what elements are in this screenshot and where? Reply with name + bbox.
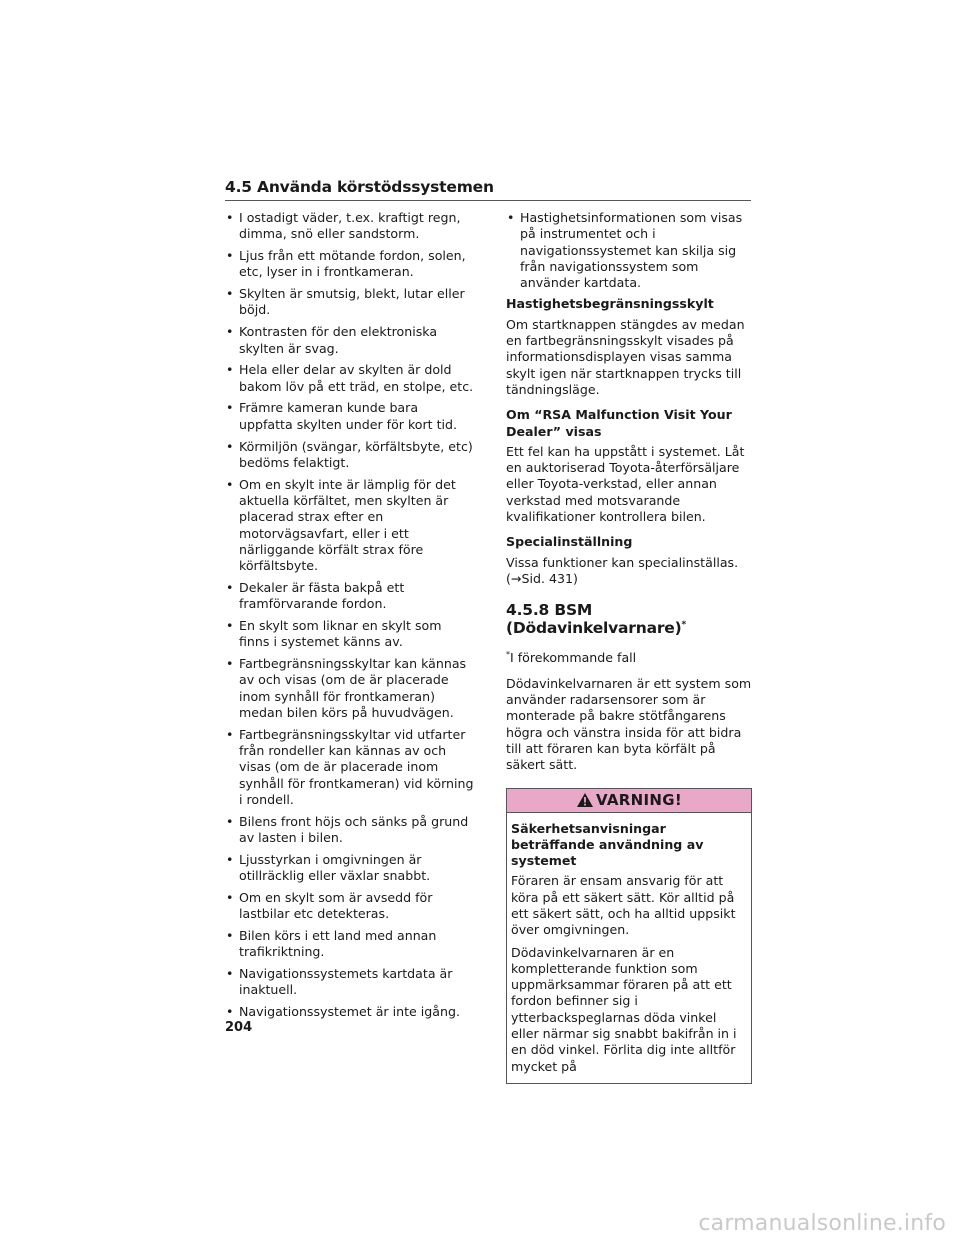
list-item: • Hela eller delar av skylten är dold bakom löv på ett träd, en stolpe, etc. bbox=[225, 362, 475, 395]
speed-info-list bbox=[506, 210, 752, 291]
warning-body bbox=[507, 813, 751, 1083]
paragraph-speed-limit-sign: Om startknappen stängdes av medan en fartbegränsningsskylt visades på informationsdisplayen visas samma skylt igen när startknappen trycks till tändningsläge. bbox=[506, 316, 745, 397]
subheading-speed-limit-sign: Hastighetsbegränsningsskylt bbox=[506, 296, 714, 312]
warning-header bbox=[507, 789, 751, 813]
warning-label: VARNING! bbox=[596, 790, 682, 809]
list-item: • Fartbegränsningsskyltar vid utfarter från rondeller kan kännas av och visas (om de är placerade inom synhåll för frontkameran) vid körning i rondell. bbox=[225, 727, 475, 808]
note-text: I förekommande fall bbox=[510, 650, 637, 666]
warning-paragraph: Föraren är ensam ansvarig för att köra på ett säkert sätt. Kör alltid på ett säkert sätt, och ha alltid uppsikt över omgivningen. bbox=[511, 873, 736, 938]
watermark: carmanualsonline.info bbox=[698, 1211, 946, 1236]
list-item: • Hastighetsinformationen som visas på instrumentet och i navigationssystemet kan skilja sig från navigationssystem som använder kartdata. bbox=[506, 210, 752, 291]
subheading-rsa-malfunction: Om “RSA Malfunction Visit Your Dealer” visas bbox=[506, 407, 732, 439]
list-item: • Bilen körs i ett land med annan trafikriktning. bbox=[225, 928, 475, 961]
warning-paragraph: Dödavinkelvarnaren är en kompletterande funktion som uppmärksammar föraren på att ett fordon befinner sig i ytterbackspeglarnas döda vinkel eller närmar sig snabbt bakifrån in i en död vinkel. Förlita dig inte alltför mycket på bbox=[511, 944, 737, 1074]
list-item: • I ostadigt väder, t.ex. kraftigt regn, dimma, snö eller sandstorm. bbox=[225, 210, 475, 243]
warning-triangle-icon bbox=[576, 792, 594, 815]
note-star: * bbox=[506, 650, 510, 660]
section-title-text: 4.5.8 BSM (Dödavinkelvarnare) bbox=[506, 601, 682, 638]
section-header: 4.5 Använda körstödssystemen bbox=[225, 178, 751, 201]
right-column bbox=[506, 210, 752, 1084]
paragraph-customization: Vissa funktioner kan specialinställas. (→Sid. 431) bbox=[506, 554, 739, 586]
list-item: • Fartbegränsningsskyltar kan kännas av och visas (om de är placerade inom synhåll för frontkameran) medan bilen körs på huvudvägen. bbox=[225, 656, 475, 721]
list-item: • Om en skylt inte är lämplig för det aktuella körfältet, men skylten är placerad strax efter en motorvägsavfart, eller i ett närliggande körfält strax före körfältsbyte. bbox=[225, 477, 475, 575]
warning-title: Säkerhetsanvisningar beträffande användning av systemet bbox=[511, 820, 704, 869]
list-item: • Främre kameran kunde bara uppfatta skylten under för kort tid. bbox=[225, 400, 475, 433]
left-column bbox=[225, 210, 475, 1026]
list-item: • Bilens front höjs och sänks på grund av lasten i bilen. bbox=[225, 814, 475, 847]
list-item: • Om en skylt som är avsedd för lastbilar etc detekteras. bbox=[225, 890, 475, 923]
subheading-customization: Specialinställning bbox=[506, 534, 633, 550]
list-item: • En skylt som liknar en skylt som finns i systemet känns av. bbox=[225, 618, 475, 651]
list-item: • Kontrasten för den elektroniska skylten är svag. bbox=[225, 324, 475, 357]
section-title-bsm bbox=[506, 601, 752, 637]
list-item: • Dekaler är fästa bakpå ett framförvarande fordon. bbox=[225, 580, 475, 613]
list-item: • Skylten är smutsig, blekt, lutar eller böjd. bbox=[225, 286, 475, 319]
warning-box bbox=[506, 788, 752, 1084]
list-item: • Navigationssystemets kartdata är inaktuell. bbox=[225, 966, 475, 999]
list-item: • Körmiljön (svängar, körfältsbyte, etc) bedöms felaktigt. bbox=[225, 439, 475, 472]
list-item: • Ljusstyrkan i omgivningen är otillräcklig eller växlar snabbt. bbox=[225, 852, 475, 885]
section-title-star: * bbox=[681, 620, 686, 631]
page-number: 204 bbox=[225, 1020, 253, 1035]
bsm-intro: Dödavinkelvarnaren är ett system som använder radarsensorer som är monterade på bakre stötfångarens högra och vänstra insida för att bidra till att föraren kan byta körfält på säkert sätt. bbox=[506, 675, 752, 773]
availability-note bbox=[506, 647, 752, 666]
list-item: • Ljus från ett mötande fordon, solen, etc, lyser in i frontkameran. bbox=[225, 248, 475, 281]
list-item: • Navigationssystemet är inte igång. bbox=[225, 1004, 475, 1020]
condition-list bbox=[225, 210, 475, 1021]
paragraph-rsa-malfunction: Ett fel kan ha uppstått i systemet. Låt en auktoriserad Toyota-återförsäljare eller Toyota-verkstad, eller annan verkstad med motsvarande kvalifikationer kontrollera bilen. bbox=[506, 443, 745, 525]
